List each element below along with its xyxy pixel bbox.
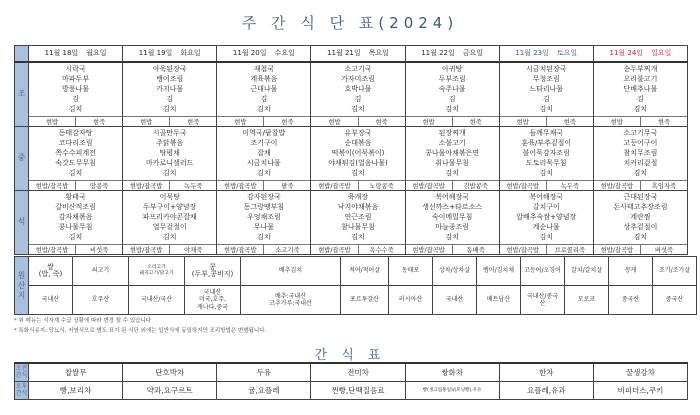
- rice-porridge-row: [123, 180, 216, 190]
- rice-option: 현밥: [45, 118, 59, 126]
- origin-value: 모로코: [565, 286, 609, 315]
- meal-cell: [405, 62, 499, 127]
- porridge-option: 현죽: [358, 117, 405, 126]
- porridge-option: 옥수수죽: [358, 245, 405, 254]
- menu-item: 어묵탕: [159, 192, 180, 201]
- rice-option: 현밥: [610, 118, 623, 126]
- rice-porridge-row: [594, 180, 687, 190]
- porridge-option: 현죽: [546, 117, 593, 126]
- origin-value: 국내산 미국,호주, 캐나다,중국: [185, 286, 241, 315]
- menu-item: 김: [72, 95, 79, 104]
- menu-item: 김치: [539, 169, 554, 178]
- meal-cell: [311, 190, 405, 254]
- rice-option: 현밥: [516, 118, 529, 126]
- snack-item: 약과,요구르트: [123, 381, 217, 399]
- snack-item: 찐빵,단백질음료: [311, 381, 405, 399]
- menu-item: 시금치나물: [246, 159, 281, 168]
- menu-item: 취나물무침: [435, 159, 470, 168]
- day-date: 11월 24일: [609, 49, 644, 58]
- menu-item: 가지나물: [156, 84, 184, 93]
- porridge-option: 현죽: [452, 117, 499, 126]
- menu-item: 소고기국: [344, 64, 372, 73]
- day-date: 11월 23일: [515, 49, 549, 58]
- menu-item: 김치: [68, 233, 83, 242]
- menu-item: 감자채볶음: [58, 212, 93, 221]
- origin-item: 배추김치: [241, 257, 341, 286]
- origin-item: 오리고기 돼지고기/닭고기: [129, 257, 185, 286]
- menu-item: 김: [354, 95, 362, 104]
- rice-porridge-row: [29, 180, 122, 190]
- meal-cell: [217, 62, 311, 127]
- menu-item: 김치: [539, 233, 554, 242]
- menu-item: 알배추숙쌈+양념장: [516, 212, 577, 221]
- menu-item: 된장찌개: [438, 128, 466, 137]
- origin-item: 조기/조기살: [653, 257, 697, 286]
- menu-item: 상추겉절이: [623, 223, 658, 232]
- rice-option: 현밥/잡곡밥: [224, 246, 257, 254]
- day-header: [499, 46, 593, 62]
- rice-porridge-row: [594, 244, 687, 254]
- meal-cell: [593, 62, 687, 127]
- menu-item: 떡볶이(어묵볶이): [331, 148, 385, 157]
- rice-option: 현밥/잡곡밥: [35, 246, 69, 254]
- note-line: * 위 메뉴는 식자재 수급 상황에 따라 변경 될 수 있습니다: [14, 318, 152, 324]
- corner-cell: [15, 46, 29, 62]
- origin-item: 콩 (두부,콩비지): [185, 257, 241, 286]
- menu-item: 훈육/부추겉절이: [521, 138, 572, 147]
- weekly-meal-table: [14, 45, 688, 255]
- snack-item: 빵(생크림홍일)/(모닝빵),우유: [405, 381, 499, 399]
- origin-value: 국내산/국산: [129, 286, 185, 315]
- menu-item: 무나물: [253, 223, 274, 232]
- snack-item: 귤,요플레: [217, 381, 311, 399]
- menu-item: 김치: [351, 105, 365, 114]
- menu-item: 치커리겉절: [623, 159, 658, 168]
- menu-item: 단배추나물: [623, 84, 658, 93]
- menu-item: 방풍나물: [62, 84, 90, 93]
- menu-item: 낙지야채볶음: [337, 202, 379, 211]
- meal-row: [15, 126, 688, 190]
- menu-item: 콩나물아채볶은면: [425, 148, 480, 157]
- menu-item: 쪽수수피계전: [55, 148, 96, 157]
- porridge-option: 소고기죽: [263, 245, 310, 254]
- origin-value: 중국산: [653, 286, 697, 315]
- rice-option: 현밥/잡곡밥: [129, 246, 163, 254]
- rice-option: 현밥/잡곡밥: [412, 246, 445, 254]
- porridge-option: 김밥콩죽: [452, 181, 499, 190]
- origin-item: 꽁게: [609, 257, 653, 286]
- menu-item: 김치: [351, 169, 365, 178]
- menu-item: 잡채: [257, 148, 271, 157]
- meal-cell: [217, 190, 311, 254]
- day-date: 11월 22일: [421, 49, 455, 58]
- menu-item: 콩나물무침: [58, 223, 93, 232]
- snack-item: 쌍화차: [405, 363, 499, 381]
- meal-cell: [123, 126, 217, 190]
- rice-porridge-row: [406, 180, 499, 190]
- rice-option: 현밥: [140, 118, 153, 126]
- day-weekday: 화요일: [180, 49, 201, 58]
- snack-table: [14, 362, 688, 400]
- origin-item-row: [15, 257, 697, 286]
- menu-item: 두부조림: [438, 74, 466, 83]
- menu-item: 근대나물: [250, 84, 278, 93]
- menu-item: 김치: [445, 233, 459, 242]
- rice-porridge-row: [217, 116, 310, 126]
- day-header: [123, 46, 217, 62]
- menu-item: 순두부찌개: [623, 64, 658, 73]
- menu-item: 김치: [445, 169, 459, 178]
- menu-item: 김치: [539, 105, 554, 114]
- menu-item: 아욱된장국: [152, 64, 187, 73]
- menu-item: 조기구이: [250, 138, 278, 147]
- origin-item: 쇠고기: [73, 257, 129, 286]
- origin-item: 쌀 (밥, 죽): [29, 257, 73, 286]
- rice-option: 현밥/잡곡밥: [318, 246, 351, 254]
- menu-item: 마파두부: [62, 74, 90, 83]
- menu-item: 김치: [445, 105, 459, 114]
- snack-item: 빵,보리차: [29, 381, 123, 399]
- menu-item: 재첩국: [253, 64, 274, 73]
- menu-item: 미역국/팥찰밥: [242, 128, 286, 137]
- menu-item: 시골만두국: [152, 128, 187, 137]
- menu-item: 숙주나물: [438, 84, 466, 93]
- origin-label: 원산지: [15, 257, 29, 315]
- origin-item: 적어/적어살: [341, 257, 389, 286]
- snack-item: 꿀생강차: [593, 363, 687, 381]
- menu-item: 숙갓도무무침: [55, 159, 96, 168]
- snack-row: [15, 381, 688, 399]
- snack-item: 요플레,유과: [499, 381, 593, 399]
- menu-item: 호박나물: [344, 84, 372, 93]
- origin-value: 국내산: [433, 286, 477, 315]
- meal-cell: [29, 126, 123, 190]
- meal-cell: [405, 190, 499, 254]
- meal-cell: [499, 62, 593, 127]
- day-weekday: 금요일: [462, 49, 484, 58]
- rice-porridge-row: [217, 244, 310, 254]
- menu-item: 불어묵감자조림: [522, 148, 570, 157]
- snack-item: 찹쌀무: [29, 363, 123, 381]
- menu-item: 근대된장국: [623, 192, 658, 201]
- menu-item: 김치: [633, 233, 648, 242]
- meal-cell: [29, 190, 123, 254]
- meal-label: 중: [15, 126, 29, 190]
- meal-label: 석: [15, 190, 29, 254]
- menu-item: 도토리묵무침: [525, 159, 567, 168]
- menu-item: 가자미조림: [341, 74, 375, 83]
- menu-item: 연근조림: [344, 212, 372, 221]
- menu-item: 오리불고기: [623, 74, 658, 83]
- menu-item: 갈치구이: [532, 202, 560, 211]
- menu-item: 열무겉절이: [152, 223, 187, 232]
- notes: [14, 316, 266, 336]
- menu-item: 순대볶음: [344, 138, 372, 147]
- day-weekday: 목요일: [368, 49, 389, 58]
- meal-row: [15, 62, 688, 127]
- rice-porridge-row: [406, 116, 499, 126]
- menu-item: 마카로니샐러드: [146, 159, 194, 168]
- menu-item: 마늘종조림: [435, 223, 470, 232]
- porridge-option: 녹두죽: [169, 181, 216, 190]
- menu-item: 계순나물: [532, 223, 560, 232]
- menu-item: 김치: [162, 233, 177, 242]
- rice-porridge-row: [500, 244, 593, 254]
- snack-item: 두유: [217, 363, 311, 381]
- meal-row: [15, 190, 688, 254]
- meal-cell: [499, 126, 593, 190]
- menu-item: 두부구이+양념장: [143, 202, 197, 211]
- menu-item: 김: [166, 95, 174, 104]
- rice-option: 현밥/잡곡밥: [224, 182, 257, 190]
- menu-item: 주닭볶음: [156, 138, 184, 147]
- rice-porridge-row: [594, 116, 687, 126]
- meal-cell: [593, 190, 687, 254]
- menu-item: 느타리나물: [529, 84, 564, 93]
- rice-porridge-row: [311, 244, 404, 254]
- menu-item: 김: [542, 95, 550, 104]
- menu-item: 김: [448, 95, 456, 104]
- menu-item: 김치: [257, 105, 271, 114]
- menu-item: 파프리카야콘잡채: [142, 212, 197, 221]
- menu-item: 북어해장국: [529, 192, 564, 201]
- snack-label: 오후 간식: [15, 383, 28, 397]
- menu-item: 황태국: [65, 192, 86, 201]
- porridge-option: 흑임자죽: [640, 181, 687, 190]
- porridge-option: 버섯죽: [640, 245, 687, 254]
- origin-item: 동태포: [389, 257, 433, 286]
- day-date: 11월 18일: [44, 49, 79, 58]
- snack-item: 비피더스,쿠키: [593, 381, 687, 399]
- rice-porridge-row: [217, 180, 310, 190]
- porridge-option: 땅콩죽: [75, 181, 122, 190]
- rice-option: 현밥/잡곡밥: [506, 182, 540, 190]
- rice-porridge-row: [29, 116, 122, 126]
- menu-item: 김치: [68, 169, 83, 178]
- menu-item: 동태감자탕: [58, 128, 93, 137]
- day-header: [405, 46, 499, 62]
- day-weekday: 수요일: [274, 49, 295, 58]
- menu-item: 김치: [257, 169, 271, 178]
- porridge-option: 브로콜리죽: [546, 245, 593, 254]
- rice-porridge-row: [500, 116, 593, 126]
- origin-item: 고등어/오징어: [521, 257, 565, 286]
- origin-value: 국내산/중국 산: [521, 286, 565, 315]
- origin-item: 상차/상차살: [433, 257, 477, 286]
- meal-cell: [311, 126, 405, 190]
- rice-option: 현밥: [422, 118, 435, 126]
- rice-option: 현밥/잡곡밥: [600, 246, 634, 254]
- meal-cell: [217, 126, 311, 190]
- page-title: 주 간 식 단 표(2024): [241, 14, 459, 32]
- menu-item: 동그랑땡부침: [243, 202, 285, 211]
- menu-item: 김: [637, 95, 644, 104]
- menu-item: 김치: [633, 169, 648, 178]
- menu-item: 야채튀김(얼음나물): [328, 159, 388, 168]
- meal-cell: [123, 62, 217, 127]
- rice-option: 현밥/잡곡밥: [35, 182, 69, 190]
- menu-item: 생선까스+타르소스: [422, 202, 483, 211]
- porridge-option: 팥죽: [263, 181, 310, 190]
- menu-item: 김치: [68, 105, 83, 114]
- origin-value: 국내산: [29, 286, 73, 315]
- note-line: * 특화식유지: 당뇨식, 저염식으로 별도 표기 된 식단 외에는 일반식에 동일하지만 조리방법은 변형됩니다.: [14, 328, 267, 334]
- menu-item: 참나물무침: [341, 223, 375, 232]
- snack-title: 간 식 표: [314, 348, 386, 363]
- origin-item: 뱅어/김치채: [477, 257, 521, 286]
- origin-value: 배추:국내산 고추가루:국내산: [241, 286, 341, 315]
- rice-option: 현밥/잡곡밥: [129, 182, 163, 190]
- menu-item: 시금치된장국: [525, 64, 567, 73]
- snack-item: 전미차: [311, 363, 405, 381]
- snack-row: [15, 363, 688, 381]
- menu-item: 소불고기: [438, 138, 466, 147]
- day-weekday: 토요일: [556, 49, 578, 58]
- menu-item: 무청조림: [532, 74, 560, 83]
- day-header: [311, 46, 405, 62]
- meal-cell: [311, 62, 405, 127]
- menu-item: 시락국: [65, 64, 86, 73]
- menu-item: 계육볶음: [250, 74, 278, 83]
- porridge-option: 비섯죽: [75, 245, 122, 254]
- porridge-option: 현죽: [169, 117, 216, 126]
- menu-item: 돈사태고추장조림: [613, 202, 668, 211]
- rice-option: 현밥: [234, 118, 247, 126]
- origin-item: 갈치/갈치살: [565, 257, 609, 286]
- snack-item: 한차: [499, 363, 593, 381]
- day-weekday: 월요일: [86, 49, 107, 58]
- menu-item: 유부장국: [344, 128, 372, 137]
- meal-cell: [405, 126, 499, 190]
- menu-item: 김치: [351, 233, 365, 242]
- rice-porridge-row: [123, 116, 216, 126]
- porridge-option: 현죽: [75, 117, 122, 126]
- rice-option: 현밥: [328, 118, 341, 126]
- rice-option: 현밥/잡곡밥: [412, 182, 445, 190]
- meal-label: 조: [15, 62, 29, 127]
- menu-item: 김: [260, 95, 268, 104]
- rice-option: 현밥/잡곡밥: [506, 246, 540, 254]
- rice-option: 현밥/잡곡밥: [318, 182, 351, 190]
- snack-label: 오전 간식: [15, 363, 29, 381]
- origin-value-row: [15, 286, 697, 315]
- origin-value: 중국산: [609, 286, 653, 315]
- menu-item: 아귀탕: [441, 64, 463, 73]
- menu-item: 육개장: [347, 192, 369, 201]
- menu-item: 김치: [633, 105, 648, 114]
- menu-item: 계란찜: [630, 212, 651, 221]
- porridge-option: 현죽: [640, 117, 687, 126]
- menu-item: 참치무조림: [623, 148, 658, 157]
- origin-table: [14, 256, 697, 315]
- meal-cell: [123, 190, 217, 254]
- rice-porridge-row: [406, 244, 499, 254]
- day-date: 11월 21일: [327, 49, 361, 58]
- meal-cell: [29, 62, 123, 127]
- origin-value: 호주산: [73, 286, 129, 315]
- origin-value: 포르투갈산: [341, 286, 389, 315]
- menu-item: 김치: [162, 105, 177, 114]
- menu-item: 코다리조림: [58, 138, 93, 147]
- rice-option: 현밥/잡곡밥: [600, 182, 634, 190]
- day-weekday: 일요일: [651, 49, 672, 58]
- rice-porridge-row: [311, 116, 404, 126]
- porridge-option: 야채죽: [169, 245, 216, 254]
- menu-item: 뱅어조림: [156, 74, 184, 83]
- porridge-option: 녹두죽: [546, 181, 593, 190]
- day-date: 11월 20일: [232, 49, 267, 58]
- menu-item: 북어해장국: [435, 192, 470, 201]
- day-header-row: [15, 46, 688, 62]
- day-header: [217, 46, 311, 62]
- origin-value: 베트남산: [477, 286, 521, 315]
- meal-cell: [593, 126, 687, 190]
- day-header: [29, 46, 123, 62]
- porridge-option: 노랑콩죽: [358, 181, 405, 190]
- day-date: 11월 19일: [138, 49, 173, 58]
- meal-cell: [499, 190, 593, 254]
- rice-porridge-row: [500, 180, 593, 190]
- porridge-option: 동배죽: [452, 245, 499, 254]
- origin-value: 러시아산: [389, 286, 433, 315]
- menu-item: 김치: [257, 233, 271, 242]
- menu-item: 소고기무국: [623, 128, 658, 137]
- rice-porridge-row: [123, 244, 216, 254]
- menu-item: 고등어구이: [623, 138, 658, 147]
- rice-porridge-row: [29, 244, 122, 254]
- menu-item: 탕평채: [159, 148, 180, 157]
- menu-item: 들깨무채국: [529, 128, 564, 137]
- menu-item: 우엉채조림: [246, 212, 281, 221]
- menu-item: 감자된장국: [246, 192, 281, 201]
- menu-item: 김치: [162, 169, 177, 178]
- snack-item: 단호박차: [123, 363, 217, 381]
- day-header: [593, 46, 687, 62]
- menu-item: 숙이메밀무침: [431, 212, 473, 221]
- menu-item: 갈비산적조림: [55, 202, 96, 211]
- porridge-option: 현죽: [263, 117, 310, 126]
- rice-porridge-row: [311, 180, 404, 190]
